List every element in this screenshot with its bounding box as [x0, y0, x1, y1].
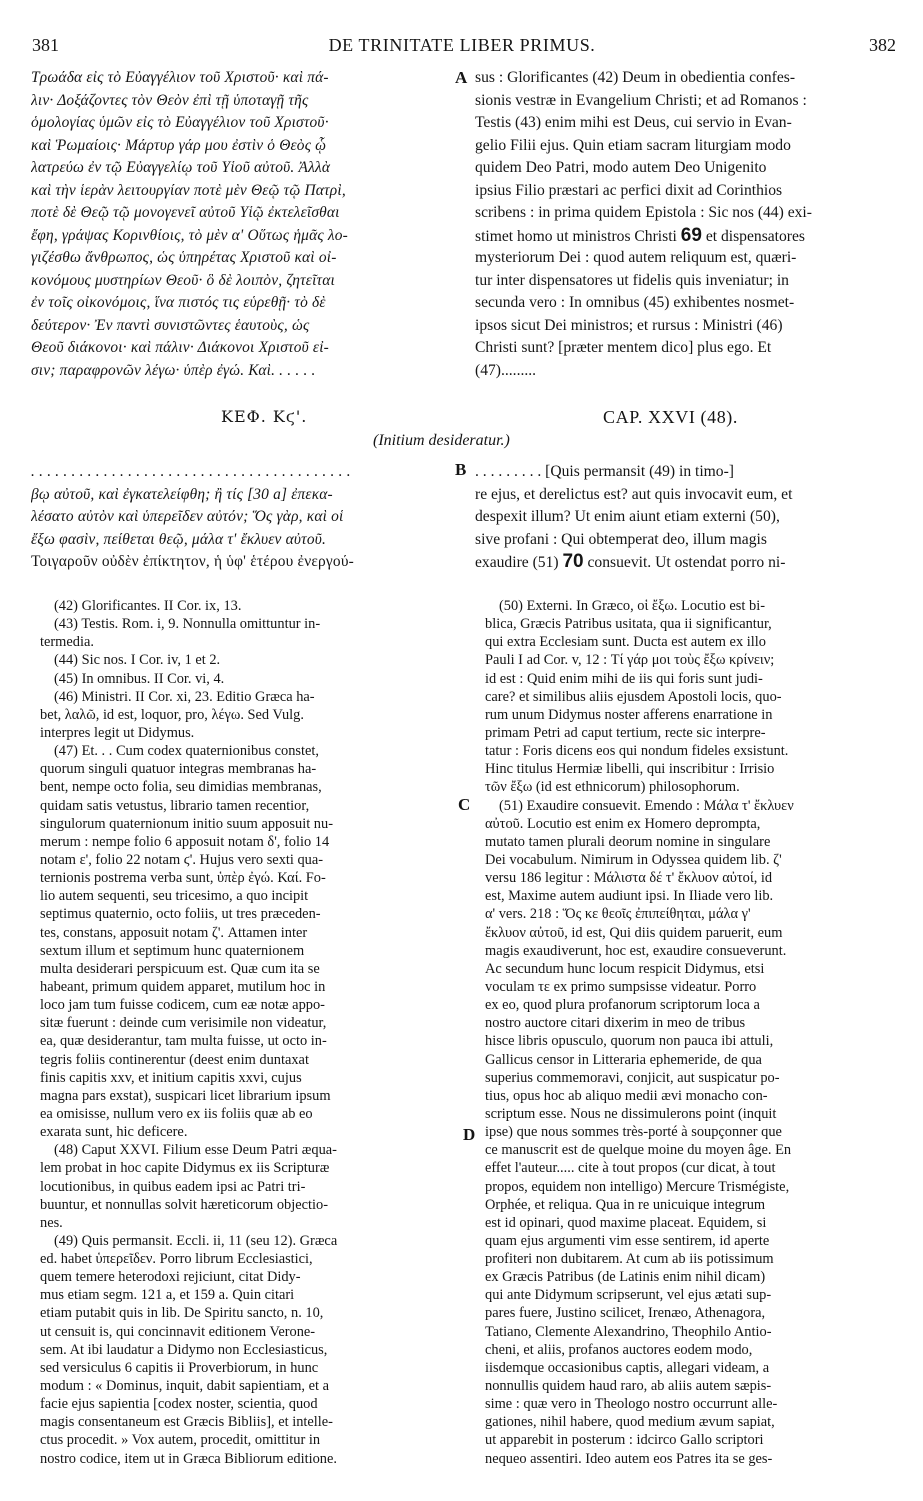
- footnote-line: ut censuit is, qui concinnavit editionem Verone-: [40, 1323, 316, 1340]
- latin-text-top: [475, 67, 893, 382]
- footnote-line: rum unum Didymus noster afferens enarratione in: [485, 706, 773, 723]
- footnote-line: (45) In omnibus. II Cor. vi, 4.: [54, 670, 225, 687]
- footnote-line: ἔκλυον αὐτοῦ, id est, Qui diis quidem paruerit, eum: [485, 924, 783, 941]
- footnote-line: sextum illum et septimum hunc quaternionem: [40, 942, 305, 959]
- footnotes-right: [485, 597, 895, 1468]
- text-line: mysteriorum Dei : quod autem reliquum est, quæri-: [475, 249, 797, 266]
- footnote-line: ex eo, quod plura profanorum scriptorum loca a: [485, 997, 760, 1014]
- footnote-line: nostro auctore citari dixerim in meo de tribus: [485, 1015, 746, 1032]
- text-line: sive profani : Qui obtemperat deo, illum magis: [475, 530, 767, 548]
- footnote-line: (46) Ministri. II Cor. xi, 23. Editio Græca ha-: [54, 688, 315, 705]
- footnote-line: (51) Exaudire consuevit. Emendo : Μάλα τ' ἔκλυεν: [499, 797, 794, 814]
- footnote-line: buuntur, et nonnullas solvit hæreticorum objectio-: [40, 1196, 328, 1213]
- footnote-line: Gallicus censor in Litteraria ephemeride, de qua: [485, 1051, 762, 1068]
- text-line: gelio Filii ejus. Quin etiam sacram liturgiam modo: [475, 136, 791, 154]
- footnote-line: (50) Externi. In Græco, οἱ ἔξω. Locutio est bi-: [499, 598, 765, 614]
- footnote-line: tius, opus hoc ab aliquo medii ævi monacho con-: [485, 1087, 768, 1104]
- footnote-line: sitæ fuerunt : deinde cum verisimile non videatur,: [40, 1015, 327, 1032]
- footnote-line: magis consentaneum est Græcis Bibliis], et intelle-: [40, 1414, 333, 1431]
- footnote-line: care? et similibus aliis ejusdem Apostoli locis, quo-: [485, 688, 782, 705]
- footnote-line: nonnullis quidem haud raro, ab aliis autem sæpis-: [485, 1378, 772, 1395]
- footnote-line: Dei vocabulum. Nimirum in Odyssea quidem lib. ζ': [485, 851, 782, 868]
- footnotes-left: [40, 597, 442, 1468]
- footnote-line: effet l'auteur..... cite à tout propos (cur dicat, à tout: [485, 1160, 776, 1177]
- footnote-line: iisdemque occasionibus captis, allegari videam, a: [485, 1359, 770, 1376]
- footnote-line: blica, Græcis Patribus usitata, qua ii significantur,: [485, 616, 772, 633]
- footnote-line: gationes, nihil habere, quod medium ævum sapiat,: [485, 1414, 775, 1431]
- page-number-right: 382: [869, 35, 896, 55]
- footnote-line: qui extra Ecclesiam sunt. Ducta est autem ex illo: [485, 634, 766, 651]
- footnote-line: ea, quæ desiderantur, tam multa fuisse, ut octo in-: [40, 1033, 327, 1050]
- footnote-line: (44) Sic nos. I Cor. iv, 1 et 2.: [54, 652, 221, 669]
- footnote-line: septimus quaternio, octo foliis, ut tres præceden-: [40, 906, 321, 923]
- line-end: et dispensatores: [705, 227, 805, 245]
- text-line: ἐν τοῖς οἰκονόμοις, ἵνα πιστός τις εὑρεθῇ· τὸ δὲ: [31, 294, 326, 311]
- footnote-line: (42) Glorificantes. II Cor. ix, 13.: [54, 598, 242, 614]
- footnote-line: Orphée, et reliqua. Qua in re unicuique integrum: [485, 1196, 766, 1213]
- line-end: consuevit. Ut ostendat porro ni-: [587, 554, 786, 571]
- margin-letter-a: A: [455, 68, 468, 87]
- footnote-line: quorum singuli quatuor integras membranas ha-: [40, 761, 317, 778]
- footnote-line: loco jam tum fuisse codicem, cum eæ notæ appo-: [40, 997, 325, 1014]
- footnote-line: qui ante Didymum scripserunt, vel ejus ætati sup-: [485, 1287, 772, 1304]
- text-line: ipsos sicut Dei ministros; et rursus : Ministri (46): [475, 316, 783, 334]
- footnote-line: quem temere heterodoxi rejiciunt, citat Didy-: [40, 1269, 301, 1286]
- page-number-left: 381: [32, 35, 59, 55]
- footnote-line: τῶν ἔξω (id est ethnicorum) philosophorum.: [485, 779, 740, 796]
- footnote-line: termedia.: [40, 634, 94, 651]
- text-line: δεύτερον· Ἐν παντὶ συνιστῶντες ἑαυτοὺς, ὡς: [31, 316, 310, 334]
- footnote-line: hisce libris opusculo, quorum non pauca ibi attuli,: [485, 1033, 774, 1050]
- text-line: sus : Glorificantes (42) Deum in obedientia confes-: [475, 69, 796, 86]
- page-header: [28, 33, 896, 59]
- footnote-line: Pauli I ad Cor. v, 12 : Τί γάρ μοι τοὺς ἔξω κρίνειν;: [485, 652, 775, 669]
- footnote-line: notam ε', folio 22 notam ϛ'. Hujus vero sexti qua-: [40, 851, 324, 868]
- text-line: Τοιγαροῦν οὐδὲν ἐπίκτητον, ἡ ὑφ' ἑτέρου ἐνεργού-: [31, 553, 354, 570]
- footnote-line: quam ejus argumenti vim esse sentirem, id aperte: [485, 1232, 770, 1249]
- footnote-line: sime : quæ vero in Theologo nostro occurrunt alle-: [485, 1396, 778, 1413]
- footnote-line: est, Maxime autem audiunt ipsi. In Iliade vero lib.: [485, 888, 774, 905]
- text-line: [475, 225, 893, 248]
- text-line: λατρεύω ἐν τῷ Εὐαγγελίῳ τοῦ Υἱοῦ αὐτοῦ. Ἀλλὰ: [31, 159, 331, 176]
- footnote-line: ipse) que nous sommes très-porté à soupçonner que: [485, 1124, 782, 1141]
- column-number-69: 69: [680, 224, 702, 246]
- footnote-line: singulorum quaternionum initio suum apposuit nu-: [40, 815, 333, 832]
- footnote-line: ex Græcis Patribus (de Latinis enim nihil dicam): [485, 1269, 766, 1286]
- text-line: λιν· Δοξάζοντες τὸν Θεὸν ἐπὶ τῇ ὑποταγῇ τῆς: [31, 91, 309, 109]
- footnote-line: modum : « Dominus, inquit, dabit sapientiam, et a: [40, 1378, 329, 1395]
- footnote-line: merum : nempe folio 6 apposuit notam δ', folio 14: [40, 833, 330, 850]
- footnote-line: superius commemoravi, conjicit, aut suspicatur po-: [485, 1069, 780, 1086]
- footnote-line: ctus procedit. » Vox autem, procedit, omittitur in: [40, 1432, 321, 1449]
- footnote-line: profiteri non dubitarem. At cum ab iis potissimum: [485, 1251, 774, 1268]
- footnote-line: lio autem sequenti, seu tricesimo, a quo incipit: [40, 888, 309, 905]
- column-number-70: 70: [562, 551, 584, 572]
- text-line: Τρωάδα εἰς τὸ Εὐαγγέλιον τοῦ Χριστοῦ· καὶ πά-: [31, 69, 329, 86]
- footnote-line: finis capitis xxv, et initium capitis xxvi, cujus: [40, 1069, 302, 1086]
- footnote-line: interpres legit ut Didymus.: [40, 724, 195, 741]
- footnote-line: Tatiano, Clemente Alexandrino, Theophilo Antio-: [485, 1323, 772, 1340]
- footnote-line: α' vers. 218 : Ὅς κε θεοῖς ἐπιπείθηται, μάλα γ': [485, 906, 751, 923]
- text-line: καὶ τὴν ἱερὰν λειτουργίαν ποτὲ μὲν Θεῷ τῷ Πατρὶ,: [31, 181, 346, 199]
- text-line: βῳ αὐτοῦ, καὶ ἐγκατελείφθη; ἢ τίς [30 a] ἐπεκα-: [31, 485, 333, 503]
- footnote-line: tegris foliis continerentur (deest enim duntaxat: [40, 1051, 309, 1068]
- footnote-line: (47) Et. . . Cum codex quaternionibus constet,: [54, 743, 319, 760]
- footnote-line: pares fuere, Justino scilicet, Irenæo, Athenagora,: [485, 1305, 766, 1322]
- text-line: Christi sunt? [præter mentem dico] plus ego. Et: [475, 339, 772, 356]
- chapter-heading-latin: CAP. XXVI (48).: [603, 407, 738, 427]
- margin-letter-b: B: [455, 460, 467, 479]
- initium-note: (Initium desideratur.): [373, 432, 510, 449]
- footnote-line: multa desiderari perspicuum est. Quæ cum ita se: [40, 960, 320, 977]
- footnote-line: primam Petri ad caput tertium, recte sic interpre-: [485, 724, 766, 741]
- footnote-line: tatur : Foris dicens eos qui nondum fideles exsistunt.: [485, 743, 789, 760]
- greek-text-top: [31, 67, 441, 382]
- footnote-line: exarata sunt, hic deficere.: [40, 1124, 188, 1141]
- footnote-line: ut apparebit in posterum : idcirco Gallo scriptori: [485, 1432, 764, 1449]
- text-line: scribens : in prima quidem Epistola : Sic nos (44) exi-: [475, 204, 812, 221]
- footnote-line: bent, nempe octo folia, seu dimidias membranas,: [40, 779, 322, 796]
- footnote-line: lem probat in hoc capite Didymus ex iis Scripturæ: [40, 1160, 330, 1177]
- footnote-line: magis exaudiverunt, hoc est, exaudire consueverunt.: [485, 942, 787, 959]
- footnote-line: ea omisisse, nullum vero ex iis foliis quæ ab eo: [40, 1105, 313, 1122]
- footnote-line: cheni, et aliis, profanos auctores eodem modo,: [485, 1341, 753, 1358]
- greek-text-middle: [31, 461, 441, 574]
- text-line: γιζέσθω ἄνθρωπος, ὡς ὑπηρέτας Χριστοῦ καὶ οἰ-: [31, 249, 337, 266]
- footnote-line: quidam satis vetustus, librario tamen recentior,: [40, 797, 310, 814]
- footnote-line: voculam τε ex primo sumpsisse videatur. Porro: [485, 978, 757, 995]
- text-line: secunda vero : In omnibus (45) exhibentes nosmet-: [475, 294, 795, 311]
- footnote-line: Ac secundum hunc locum respicit Didymus, etsi: [485, 960, 765, 977]
- footnote-line: etiam putabit quis in lib. De Spiritu sancto, n. 10,: [40, 1305, 324, 1322]
- footnote-line: magna pars exstat), suspicari licet librarium ipsum: [40, 1087, 331, 1104]
- footnote-line: (48) Caput XXVI. Filium esse Deum Patri æqua-: [54, 1142, 337, 1159]
- footnote-line: id est : Quid enim mihi de iis qui foris sunt judi-: [485, 670, 763, 687]
- footnote-line: ed. habet ὑπερεῖδεν. Porro librum Ecclesiastici,: [40, 1251, 313, 1268]
- text-line: κονόμους μυστηρίων Θεοῦ· ὃ δὲ λοιπὸν, ζητεῖται: [31, 271, 336, 289]
- line-start: stimet homo ut ministros Christi: [475, 227, 677, 245]
- footnote-line: habeant, primum quidem apparet, mutilum hoc in: [40, 978, 326, 995]
- footnote-line: mus etiam segm. 121 a, et 159 a. Quin citari: [40, 1287, 295, 1304]
- footnote-line: nes.: [40, 1214, 63, 1231]
- text-line: Testis (43) enim mihi est Deus, cui servio in Evan-: [475, 114, 792, 131]
- text-line: (47).........: [475, 361, 537, 379]
- footnote-line: locutionibus, in quibus eadem ipsi ac Patri tri-: [40, 1178, 306, 1195]
- text-line: sionis vestræ in Evangelium Christi; et ad Romanos :: [475, 91, 807, 109]
- margin-letter-c: C: [458, 795, 471, 814]
- text-line: λέσατο αὐτὸν καὶ ὑπερεῖδεν αὐτόν; Ὅς γὰρ, καὶ οἱ: [31, 508, 344, 525]
- text-line: ὁμολογίας ὑμῶν εἰς τὸ Εὐαγγέλιον τοῦ Χριστοῦ·: [31, 114, 329, 131]
- footnote-line: facie ejus sapientia [codex noster, scientia, quod: [40, 1396, 318, 1413]
- footnote-line: est id opinari, quod maxime placeat. Equidem, si: [485, 1214, 767, 1231]
- text-line: ἔξω φασὶν, πείθεται θεῷ, μάλα τ' ἔκλυεν αὐτοῦ.: [31, 530, 327, 548]
- text-line: . . . . . . . . . . . . . . . . . . . . . . . . . . . . . . . . . . . . . . . .: [31, 463, 351, 480]
- footnote-line: nequeo assentiri. Ideo autem eos Patres ita se ges-: [485, 1450, 773, 1467]
- chapter-heading-greek: ΚΕΦ. Κϛ'.: [221, 407, 308, 426]
- footnote-line: nostro codice, item ut in Græca Bibliorum editione.: [40, 1450, 337, 1467]
- running-title: DE TRINITATE LIBER PRIMUS.: [328, 35, 596, 55]
- footnote-line: ternionis postrema verba sunt, ὑπὲρ ἐγώ. Καί. Fo-: [40, 870, 326, 887]
- text-line: [475, 551, 893, 574]
- footnote-line: tes, constans, apposuit notam ζ'. Attamen inter: [40, 924, 308, 941]
- footnote-line: (49) Quis permansit. Eccli. ii, 11 (seu 12). Græca: [54, 1232, 338, 1249]
- text-line: ποτὲ δὲ Θεῷ τῷ μονογενεῖ αὐτοῦ Υἱῷ ἐκτελεῖσθαι: [31, 204, 340, 221]
- text-line: tur inter dispensatores ut fidelis quis inveniatur; in: [475, 271, 789, 289]
- text-line: καὶ Ῥωμαίοις· Μάρτυρ γάρ μου ἐστὶν ὁ Θεὸς ᾧ: [31, 136, 327, 154]
- footnote-line: mutato tamen plurali deorum nomine in singulare: [485, 833, 771, 850]
- text-line: re ejus, et derelictus est? aut quis invocavit eum, et: [475, 485, 793, 503]
- footnote-line: (43) Testis. Rom. i, 9. Nonnulla omittuntur in-: [54, 616, 321, 633]
- footnote-line: bet, λαλῶ, id est, loquor, pro, λέγω. Sed Vulg.: [40, 706, 304, 723]
- text-line: . . . . . . . . . [Quis permansit (49) in timo-]: [475, 463, 734, 480]
- footnote-line: scriptum esse. Nous ne dissimulerons point (inquit: [485, 1105, 777, 1122]
- text-line: despexit illum? Ut enim aiunt etiam externi (50),: [475, 508, 780, 525]
- footnote-line: sed versiculus 6 capitis ii Proverbiorum, in hunc: [40, 1359, 319, 1376]
- margin-letter-d: D: [463, 1125, 476, 1144]
- line-start: exaudire (51): [475, 554, 559, 571]
- footnote-line: ce manuscrit est de quelque moine du moyen âge. En: [485, 1142, 792, 1159]
- text-line: Θεοῦ διάκονοι· καὶ πάλιν· Διάκονοι Χριστοῦ εἰ-: [31, 339, 329, 356]
- footnote-line: Hinc titulus Hermiæ libelli, qui inscribitur : Irrisio: [485, 761, 775, 778]
- text-line: ipsius Filio præstari ac perfici dixit ad Corinthios: [475, 181, 783, 199]
- footnote-line: propos, equidem non intelligo) Mercure Trismégiste,: [485, 1178, 790, 1195]
- latin-text-middle: [475, 461, 893, 574]
- footnote-line: αὐτοῦ. Locutio est enim ex Homero deprompta,: [485, 815, 761, 832]
- text-line: σιν; παραφρονῶν λέγω· ὑπὲρ ἐγώ. Καὶ. . . . . .: [31, 361, 316, 379]
- footnote-line: versu 186 legitur : Μάλιστα δέ τ' ἔκλυον αὐτοί, id: [485, 870, 773, 887]
- text-line: quidem Deo Patri, modo autem Deo Unigenito: [475, 159, 767, 176]
- footnote-line: sem. At ibi laudatur a Didymo non Ecclesiasticus,: [40, 1341, 328, 1358]
- text-line: ἔφη, γράψας Κορινθίοις, τὸ μὲν α' Οὕτως ἡμᾶς λο-: [31, 226, 348, 244]
